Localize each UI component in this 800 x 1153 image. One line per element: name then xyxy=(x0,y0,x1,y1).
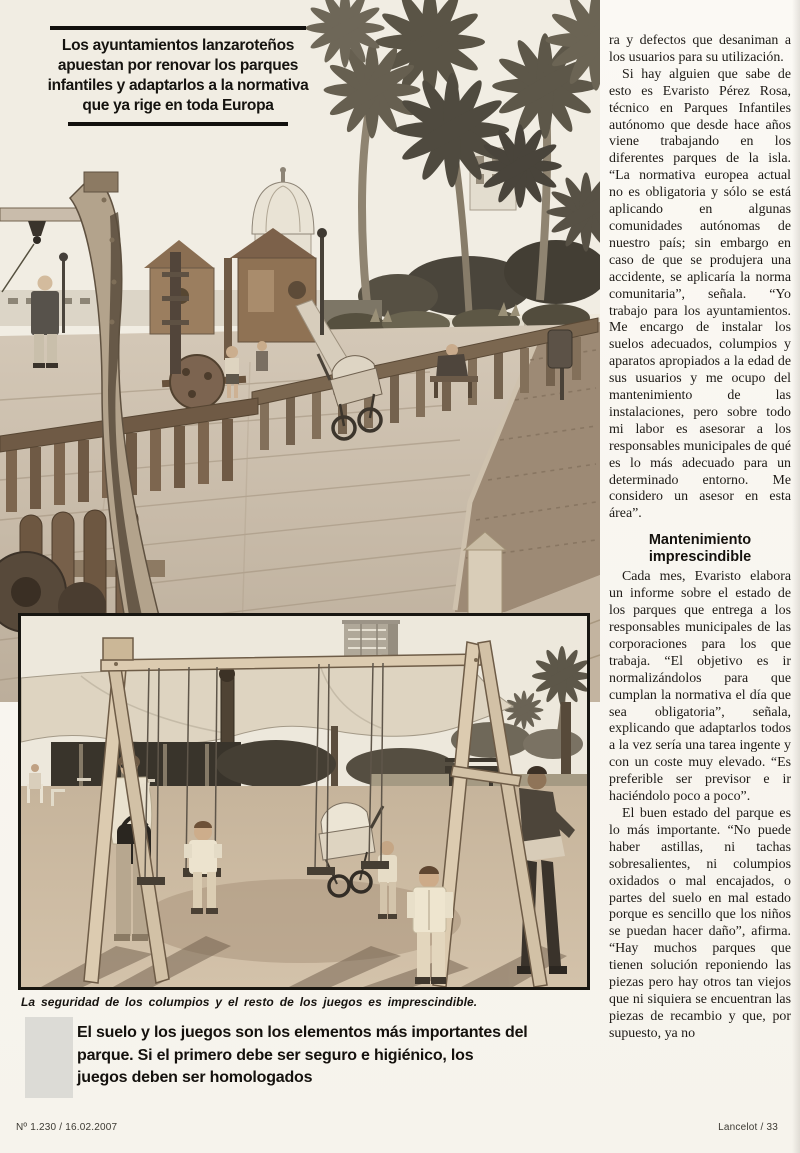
article-paragraph-3: Cada mes, Evaristo elabora un informe sobre el estado de los parques que entrega a los responsables municipales de las corporaciones para los que trabaja. “El objetivo es ir normalizándolos para que cumplan la normativa el día que sea obligatoria”, señala, explicando que adaptarlos todos a la vez sería una tarea ingente y con un coste muy elevado. “Es preferible ser previsor e ir haciéndolo poco a poco”. xyxy=(609,569,791,805)
deck-text xyxy=(77,1022,593,1090)
scan-edge-shadow xyxy=(792,0,800,1153)
headline-rule-bottom xyxy=(68,122,288,126)
headline-line: que ya rige en toda Europa xyxy=(82,97,274,114)
headline-line: infantiles y adaptarlos a la normativa xyxy=(47,77,309,94)
section-heading: Mantenimiento imprescindible xyxy=(648,532,752,566)
article-column xyxy=(609,33,791,1043)
deck-line: El suelo y los juegos son los elementos más importantes del xyxy=(77,1024,528,1041)
corner-post xyxy=(464,532,506,614)
photo-caption: La seguridad de los columpios y el resto de los juegos es imprescindible. xyxy=(21,995,478,1009)
deck-gray-bar xyxy=(25,1017,73,1098)
headline-line: apuestan por renovar los parques xyxy=(57,57,299,74)
headline-rule-top xyxy=(50,26,306,30)
deck-line: parque. Si el primero debe ser seguro e higiénico, los xyxy=(77,1046,474,1064)
headline-box xyxy=(4,26,352,126)
deck-line: juegos deben ser homologados xyxy=(77,1069,313,1086)
footer-issue-date: Nº 1.230 / 16.02.2007 xyxy=(16,1122,118,1133)
article-paragraph-2: Si hay alguien que sabe de esto es Evaristo Pérez Rosa, técnico en Parques Infantiles autónomo que desde hace años viene trabajando en los diferentes parques de la isla. “La normativa europea actual no es obligatoria y sólo se está aplicando en algunas comunidades autónomas de nuestro país; sin embargo en caso de que se produjera una accidente, se aplicaría la norma comunitaria”, señala. “Yo trabajo para los ayuntamientos. Me encargo de instalar los suelos adecuados, columpios y aparatos apropiados a la edad de sus usuarios y me ocupo del mantenimiento de las instalaciones, pero sobre todo mi labor es asesorar a los responsables municipales de qué es lo más adecuado para un determinado entorno. Me considero un asesor en esta área”. xyxy=(609,66,791,522)
article-paragraph-1: ra y defectos que desaniman a los usuarios para su utilización. xyxy=(609,33,791,65)
headline-line: Los ayuntamientos lanzaroteños xyxy=(61,37,295,54)
footer-page-number: Lancelot / 33 xyxy=(718,1122,778,1133)
framed-photo-swings xyxy=(18,613,590,990)
article-paragraph-4: El buen estado del parque es lo más importante. “No puede haber astillas, ni tachas sobresalientes, ni columpios oxidados o mal encajados, o partes del suelo en mal estado porque es sencillo que los niños se puedan hacer daño”, afirma. “Hay muchos parques que tienen solución reponiendo las piezas pero hay otros tan viejos que ni siquiera se encuentran las piezas de recambio y que, por supuesto, ya no xyxy=(609,805,791,1041)
